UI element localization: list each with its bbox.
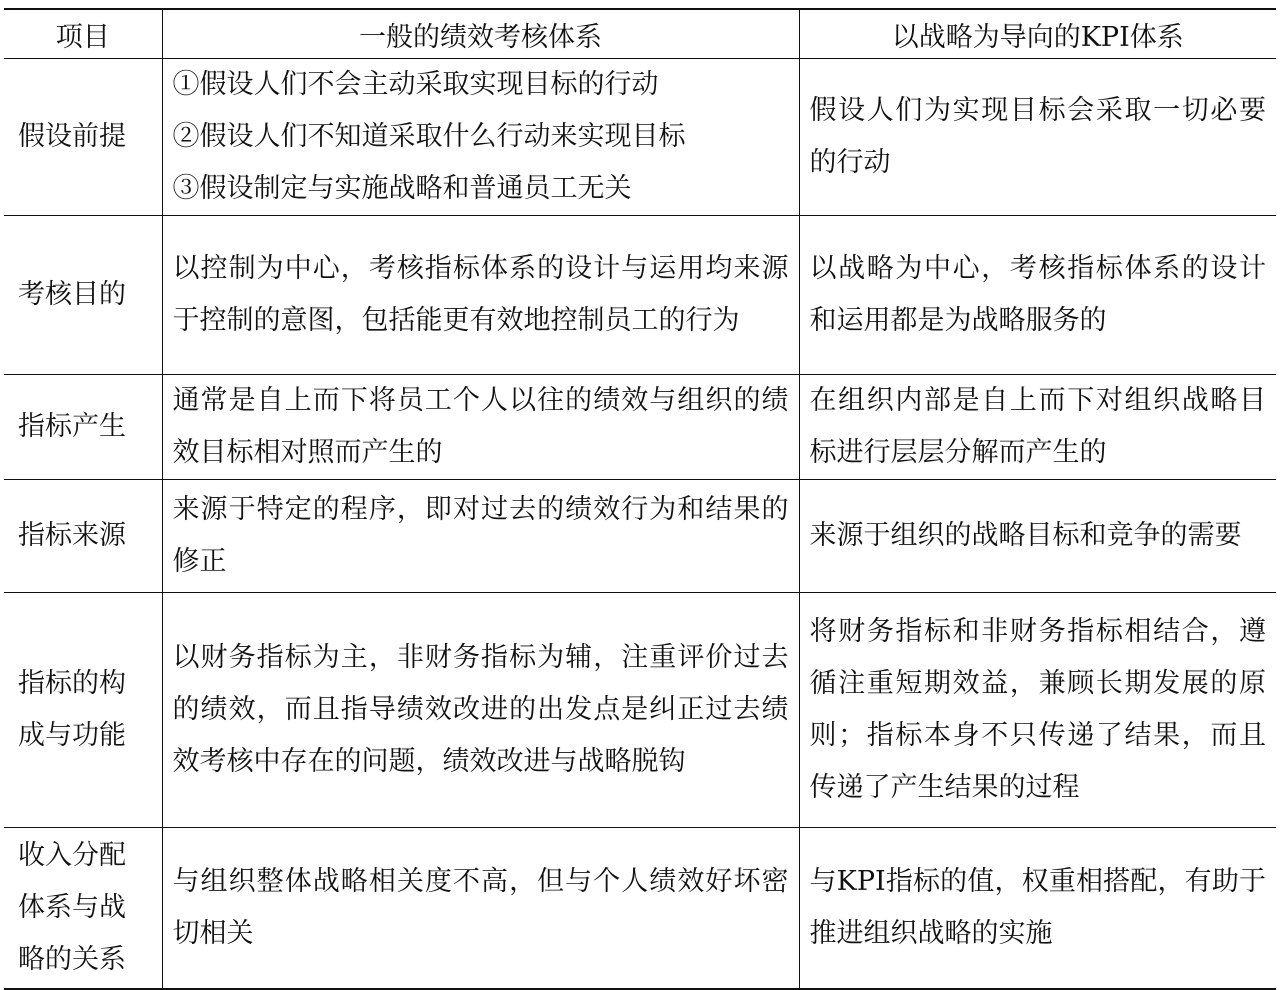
table-row-purpose: [4, 216, 1276, 375]
table-row-indicator-source: [4, 480, 1276, 593]
row-item-label: 指标的构成与功能: [4, 593, 162, 828]
general-premise-line-2: ②假设人们不知道采取什么行动来实现目标: [172, 121, 686, 152]
kpi-cell: 假设人们为实现目标会采取一切必要的行动: [799, 59, 1276, 216]
comparison-table-container: [4, 8, 1276, 990]
kpi-cell: 将财务指标和非财务指标相结合，遵循注重短期效益，兼顾长期发展的原则；指标本身不只传递了结果，而且传递了产生结果的过程: [799, 593, 1276, 828]
kpi-cell: 以战略为中心，考核指标体系的设计和运用都是为战略服务的: [799, 216, 1276, 375]
row-item-label: 考核目的: [4, 216, 162, 375]
kpi-cell: 与KPI指标的值，权重相搭配，有助于推进组织战略的实施: [799, 828, 1276, 990]
kpi-cell: 在组织内部是自上而下对组织战略目标进行层层分解而产生的: [799, 375, 1276, 480]
general-cell: 以控制为中心，考核指标体系的设计与运用均来源于控制的意图，包括能更有效地控制员工的行为: [162, 216, 799, 375]
comparison-table: [4, 8, 1276, 990]
kpi-cell: 来源于组织的战略目标和竞争的需要: [799, 480, 1276, 593]
general-cell: 与组织整体战略相关度不高，但与个人绩效好坏密切相关: [162, 828, 799, 990]
table-header-row: [4, 9, 1276, 59]
row-item-label: 假设前提: [4, 59, 162, 216]
table-row-assumption: [4, 59, 1276, 216]
table-row-income-distribution: [4, 828, 1276, 990]
header-general-system: 一般的绩效考核体系: [162, 9, 799, 59]
header-item: 项目: [4, 9, 162, 59]
general-cell: 以财务指标为主，非财务指标为辅，注重评价过去的绩效，而且指导绩效改进的出发点是纠正过去绩效考核中存在的问题，绩效改进与战略脱钩: [162, 593, 799, 828]
general-premise-line-3: ③假设制定与实施战略和普通员工无关: [172, 173, 632, 204]
row-item-label: 指标来源: [4, 480, 162, 593]
general-cell: 通常是自上而下将员工个人以往的绩效与组织的绩效目标相对照而产生的: [162, 375, 799, 480]
header-kpi-system: 以战略为导向的KPI体系: [799, 9, 1276, 59]
row-item-label: 指标产生: [4, 375, 162, 480]
table-row-indicator-generation: [4, 375, 1276, 480]
general-premise-line-1: ①假设人们不会主动采取实现目标的行动: [172, 69, 659, 100]
general-cell: 来源于特定的程序，即对过去的绩效行为和结果的修正: [162, 480, 799, 593]
general-cell: [162, 59, 799, 216]
row-item-label: 收入分配体系与战略的关系: [4, 828, 162, 990]
table-row-indicator-composition: [4, 593, 1276, 828]
